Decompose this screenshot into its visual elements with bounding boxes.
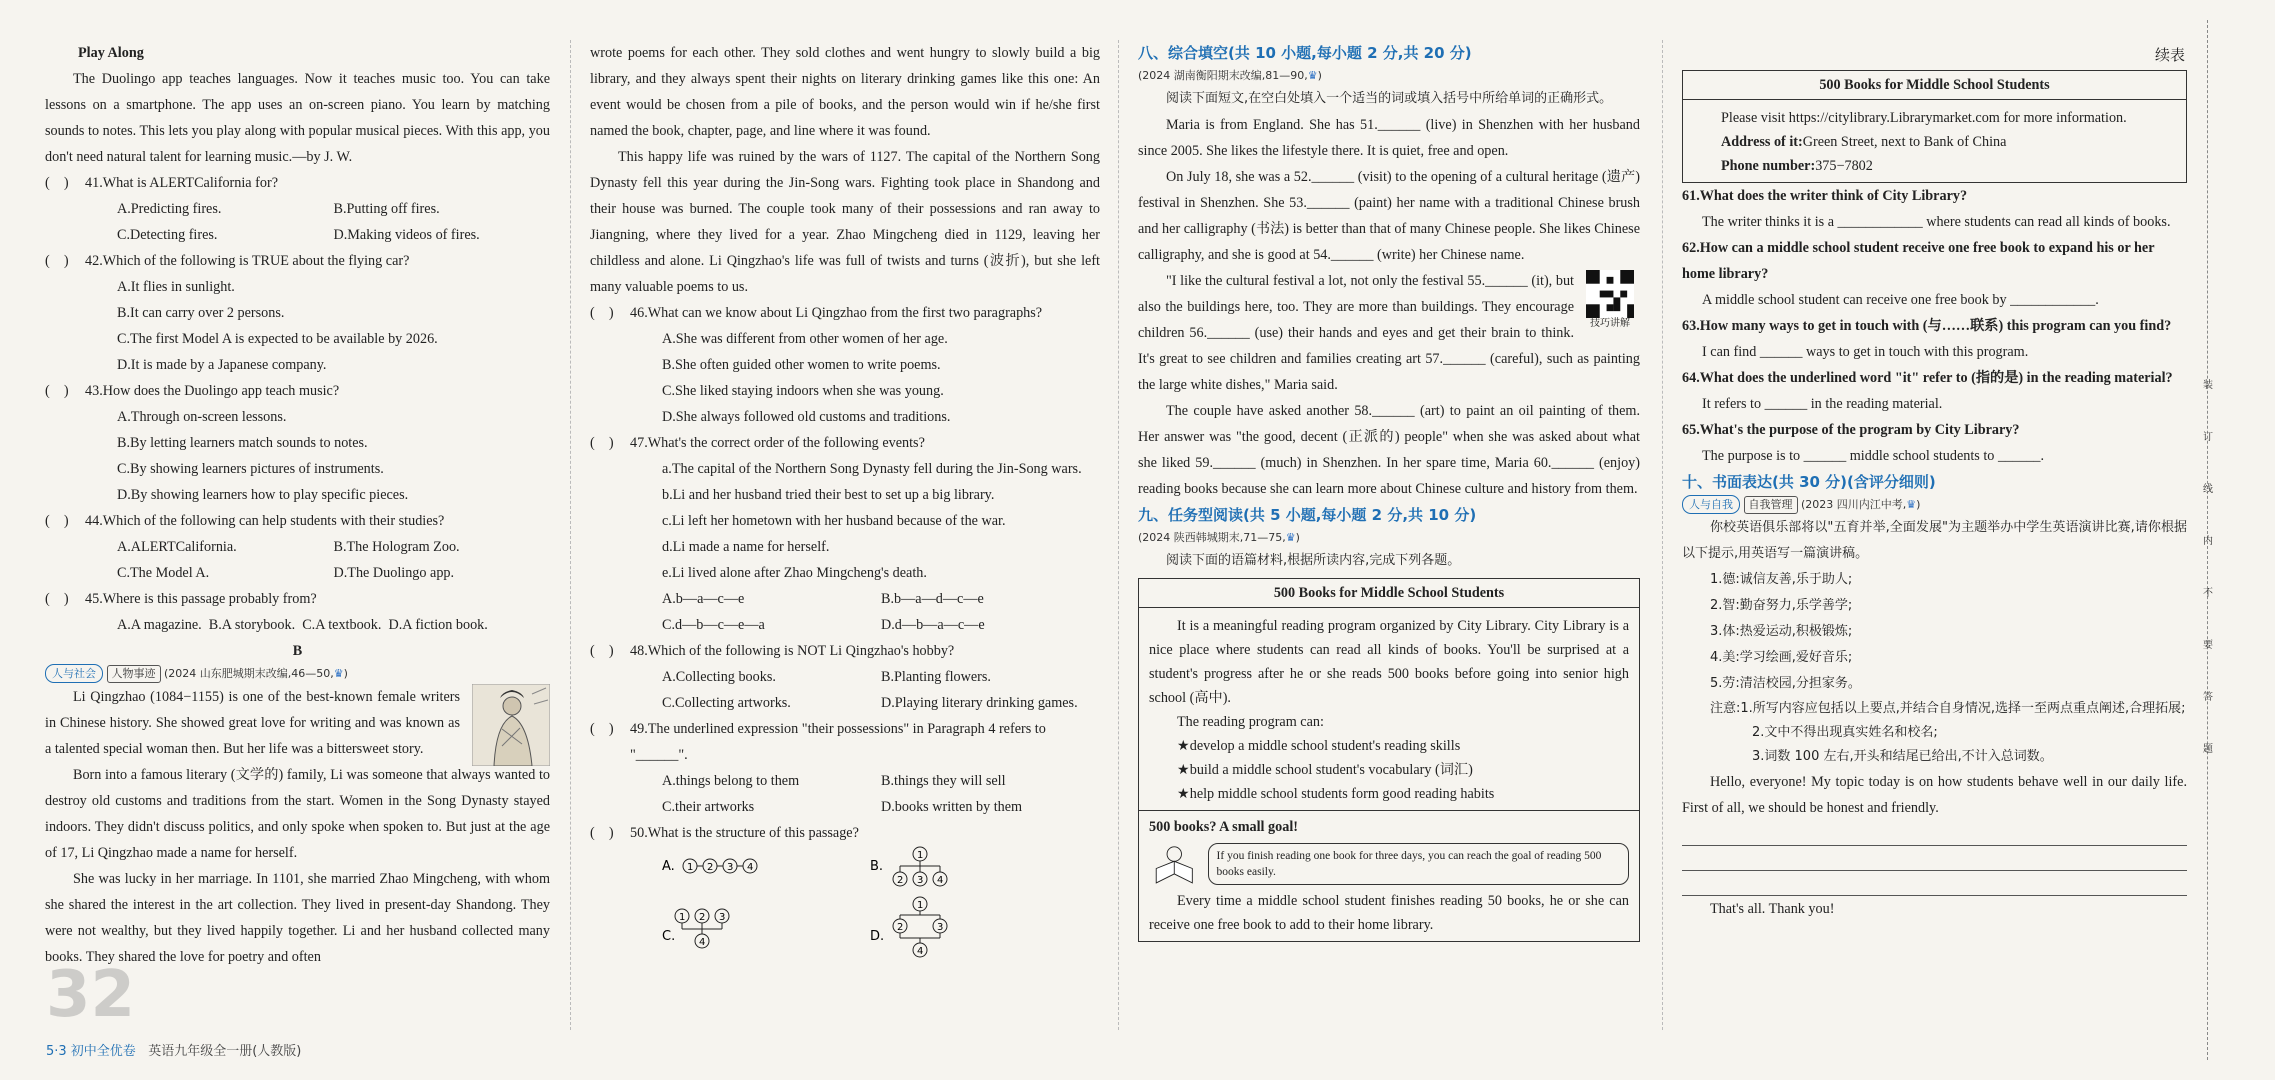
crown-icon: ♛ xyxy=(1285,531,1296,544)
option: B.It can carry over 2 persons. xyxy=(117,305,285,321)
section-10-source: 人与自我 自我管理 (2023 四川内江中考,♛) xyxy=(1682,495,2187,515)
paragraph-with-qr xyxy=(1138,268,1640,398)
option: A.It flies in sunlight. xyxy=(117,279,235,295)
section-8-source: (2024 湖南衡阳期末改编,81—90,♛) xyxy=(1138,69,1322,82)
topic-tag: 自我管理 xyxy=(1744,496,1798,514)
theme-tag: 人与自我 xyxy=(1682,495,1740,514)
page-number: 32 xyxy=(46,958,136,1032)
question-50: ( ) 50.What is the structure of this passage? xyxy=(590,825,859,841)
svg-text:4: 4 xyxy=(937,875,944,886)
paragraph: "I like the cultural festival a lot, not only the festival 55.______ (it), but also the buildings here, too. They are more than buildings. They encourage children 56.______ (use) their hands and eyes and get their brain to think. It's great to see children and families creating art 57.______ (careful), such as painting the large white dishes," Maria said. xyxy=(1138,273,1640,393)
writing-lines[interactable] xyxy=(1682,821,2187,896)
instructions: 阅读下面短文,在空白处填入一个适当的词或填入括号中所给单词的正确形式。 xyxy=(1166,91,1613,106)
option: A.She was different from other women of her age. xyxy=(662,331,948,347)
column-divider xyxy=(570,40,571,1030)
paragraph: She was lucky in her marriage. In 1101, she married Zhao Mingcheng, with whom she shared the interest in the art collection. They lived in present-day Shandong. They were not wealthy, but they lived happily together. Li and her husband collected many books. They shared the love for poetry and often xyxy=(45,871,550,965)
address-line: Address of it:Green Street, next to Bank of China xyxy=(1721,134,2007,150)
box-title: 500 Books for Middle School Students xyxy=(1139,579,1639,608)
svg-text:A.: A. xyxy=(662,859,675,874)
passage-heading: Play Along xyxy=(78,45,144,61)
binding-text: 装 订 线 内 不 要 答 题 xyxy=(2203,380,2213,755)
speech-bubble: If you finish reading one book for three days, you can reach the goal of reading 500 books easily. xyxy=(1208,843,1629,885)
answer-63: I can find ______ ways to get in touch with this program. xyxy=(1702,344,2029,360)
structure-option-d xyxy=(870,897,947,957)
crown-icon: ♛ xyxy=(333,667,344,680)
crown-icon: ♛ xyxy=(1906,498,1917,511)
paragraph: Every time a middle school student finishes reading 50 books, he or she can receive one free book to add to their home library. xyxy=(1149,893,1629,933)
svg-text:B.: B. xyxy=(870,859,884,874)
question-64: 64.What does the underlined word "it" refer to (指的是) in the reading material? xyxy=(1682,370,2173,386)
essay-opening: Hello, everyone! My topic today is on how students behave well in our daily life. First of all, we should be honest and friendly. xyxy=(1682,774,2187,816)
writing-instructions: 你校英语俱乐部将以"五育并举,全面发展"为主题举办中学生英语演讲比赛,请你根据以下提示,用英语写一篇演讲稿。 xyxy=(1682,520,2187,561)
question-49-options: A.things belong to them B.things they will sell C.their artworks D.books written by them xyxy=(662,773,1023,815)
question-41-options: A.Predicting fires. B.Putting off fires. C.Detecting fires. D.Making videos of fires. xyxy=(117,201,480,243)
column-1 xyxy=(45,40,550,970)
svg-text:1: 1 xyxy=(917,850,924,861)
qr-code-icon xyxy=(1586,270,1634,318)
column-3 xyxy=(1138,40,1640,942)
section-10-heading: 十、书面表达(共 30 分)(含评分细则) xyxy=(1682,473,1936,491)
phone-line: Phone number:375−7802 xyxy=(1721,158,1873,174)
paragraph: The couple have asked another 58.______ (art) to paint an oil painting of them. Her answer was "the good, decent (正派的) people" when she was asked about what she liked 59.______ (much) in Shenzhen. In her spare time, Maria 60.______ (enjoy) reading books because she can learn more about Chinese culture and history from them. xyxy=(1138,403,1640,497)
question-65: 65.What's the purpose of the program by City Library? xyxy=(1682,422,2020,438)
svg-text:4: 4 xyxy=(747,862,754,873)
option: A.Through on-screen lessons. xyxy=(117,409,287,425)
option: C.She liked staying indoors when she was young. xyxy=(662,383,944,399)
svg-text:C.: C. xyxy=(662,929,676,944)
answer-61: The writer thinks it is a ____________ where students can read all kinds of books. xyxy=(1702,214,2171,230)
event: d.Li made a name for herself. xyxy=(662,539,830,555)
question-47-options: A.b—a—c—e B.b—a—d—c—e C.d—b—c—e—a D.d—b—a—c—e xyxy=(662,591,985,633)
question-48: ( ) 48.Which of the following is NOT Li Qingzhao's hobby? xyxy=(590,643,955,659)
svg-text:1: 1 xyxy=(687,862,694,873)
question-47: ( ) 47.What's the correct order of the following events? xyxy=(590,435,925,451)
svg-text:2: 2 xyxy=(897,875,904,886)
question-63: 63.How many ways to get in touch with (与……联系) this program can you find? xyxy=(1682,318,2172,334)
column-divider xyxy=(1118,40,1119,1030)
event: b.Li and her husband tried their best to set up a big library. xyxy=(662,487,995,503)
box-title: 500 Books for Middle School Students xyxy=(1683,71,2186,100)
section-8-heading: 八、综合填空(共 10 小题,每小题 2 分,共 20 分) xyxy=(1138,44,1472,62)
paragraph: Please visit https://citylibrary.Librarymarket.com for more information. xyxy=(1721,110,2127,126)
column-2 xyxy=(590,40,1100,985)
option: C.The first Model A is expected to be available by 2026. xyxy=(117,331,438,347)
svg-text:1: 1 xyxy=(679,912,686,923)
writing-notes: 注意:1.所写内容应包括以上要点,并结合自身情况,选择一至两点重点阐述,合理拓展; 2.文中不得出现真实姓名和校名; 3.词数 100 左右,开头和结尾已给出,不计入总词数。 xyxy=(1710,701,2186,764)
theme-tag: 人与社会 xyxy=(45,664,103,683)
structure-option-a xyxy=(662,859,757,874)
svg-text:2: 2 xyxy=(897,922,904,933)
bullet: ★build a middle school student's vocabulary (词汇) xyxy=(1177,762,1473,778)
answer-62: A middle school student can receive one free book by ____________. xyxy=(1702,292,2099,308)
structure-option-b xyxy=(870,847,947,886)
crown-icon: ♛ xyxy=(1307,69,1318,82)
svg-text:4: 4 xyxy=(699,937,706,948)
option: B.She often guided other women to write poems. xyxy=(662,357,941,373)
footer-brand: 5·3 初中全优卷 xyxy=(46,1044,136,1059)
section-9-heading: 九、任务型阅读(共 5 小题,每小题 2 分,共 10 分) xyxy=(1138,506,1477,524)
section-9-source: (2024 陕西韩城期末,71—75,♛) xyxy=(1138,531,1300,544)
paragraph: The reading program can: xyxy=(1177,714,1324,730)
question-45: ( ) 45.Where is this passage probably from? xyxy=(45,591,317,607)
passage-paragraph: The Duolingo app teaches languages. Now it teaches music too. You can take lessons on a smartphone. The app uses an on-screen piano. You learn by matching sounds to notes. This lets you play along with popular musical pieces. With this app, you don't need natural talent for learning music.—by J. W. xyxy=(45,71,550,165)
passage-b-intro xyxy=(45,684,550,762)
question-41: ( ) 41.What is ALERTCalifornia for? xyxy=(45,175,278,191)
qr-label: 技巧讲解 xyxy=(1590,318,1630,329)
paragraph: This happy life was ruined by the wars of 1127. The capital of the Northern Song Dynasty fell this year during the Jin-Song wars. Fighting took place in Shandong and their house was burned. The couple took many of their possessions and ran away to Jiangning, where they lived for a year. Zhao Mingcheng died in 1129, leaving her childless and alone. Li Qingzhao's life was full of twists and turns (波折), but she left many valuable poems to us. xyxy=(590,149,1100,295)
reading-material-box-continued xyxy=(1682,70,2187,183)
paragraph: Born into a famous literary (文学的) family, Li was someone that always wanted to destroy old customs and traditions from the start. Women in the Song Dynasty stayed indoors. They didn't discuss politics, and only spoke when spoken to. But just at the age of 17, Li Qingzhao made a name for herself. xyxy=(45,767,551,861)
question-44: ( ) 44.Which of the following can help students with their studies? xyxy=(45,513,445,529)
question-43: ( ) 43.How does the Duolingo app teach music? xyxy=(45,383,340,399)
option: A.A magazine. B.A storybook. C.A textbook. D.A fiction book. xyxy=(117,617,488,633)
goal-heading: 500 books? A small goal! xyxy=(1149,819,1298,835)
footer xyxy=(46,1040,301,1059)
event: a.The capital of the Northern Song Dynasty fell during the Jin-Song wars. xyxy=(662,461,1082,477)
question-42: ( ) 42.Which of the following is TRUE about the flying car? xyxy=(45,253,410,269)
instructions: 阅读下面的语篇材料,根据所读内容,完成下列各题。 xyxy=(1166,553,1461,568)
continued-label: 续表 xyxy=(2154,46,2185,64)
section-b-heading: B xyxy=(292,643,303,659)
qr-block xyxy=(1580,270,1640,330)
question-62: 62.How can a middle school student receive one free book to expand his or her home library? xyxy=(1682,240,2155,282)
question-48-options: A.Collecting books. B.Planting flowers. C.Collecting artworks. D.Playing literary drinking games. xyxy=(662,669,1078,711)
passage-b-source: 人与社会 人物事迹 (2024 山东肥城期末改编,46—50,♛) xyxy=(45,664,550,684)
bullet: ★help middle school students form good reading habits xyxy=(1177,786,1495,802)
question-49: ( ) 49.The underlined expression "their possessions" in Paragraph 4 refers to "______". xyxy=(590,721,1046,763)
svg-text:2: 2 xyxy=(707,862,714,873)
li-qingzhao-portrait xyxy=(472,684,550,766)
reading-material-box xyxy=(1138,578,1640,942)
paragraph: wrote poems for each other. They sold clothes and went hungry to slowly build a big library, and they always spent their nights on literary drinking games like this one: An event would be chosen from a pile of books, and the person would win if he/she first named the book, chapter, page, and line where it was found. xyxy=(590,45,1100,139)
svg-text:1: 1 xyxy=(917,900,924,911)
svg-text:3: 3 xyxy=(719,912,726,923)
question-61: 61.What does the writer think of City Library? xyxy=(1682,188,1968,204)
essay-ending: That's all. Thank you! xyxy=(1710,901,1835,917)
option: D.By showing learners how to play specific pieces. xyxy=(117,487,409,503)
topic-tag: 人物事迹 xyxy=(107,665,161,683)
structure-option-c xyxy=(662,909,729,948)
question-44-options: A.ALERTCalifornia. B.The Hologram Zoo. C.The Model A. D.The Duolingo app. xyxy=(117,539,460,581)
answer-64: It refers to ______ in the reading material. xyxy=(1702,396,1943,412)
svg-text:3: 3 xyxy=(917,875,924,886)
paragraph: On July 18, she was a 52.______ (visit) to the opening of a cultural heritage (遗产) festival in Shenzhen. She 53.______ (paint) her name with a traditional Chinese brush and her calligraphy (书法) is better than that of many Chinese people. She likes Chinese calligraphy, and she is good at 54.______ (write) her Chinese name. xyxy=(1138,169,1640,263)
option: C.By showing learners pictures of instruments. xyxy=(117,461,384,477)
option: D.It is made by a Japanese company. xyxy=(117,357,327,373)
svg-text:3: 3 xyxy=(937,922,944,933)
paragraph: Li Qingzhao (1084−1155) is one of the best-known female writers in Chinese history. She showed great love for writing and was known as a talented special woman then. But her life was a bittersweet story. xyxy=(45,689,460,757)
option: D.She always followed old customs and traditions. xyxy=(662,409,951,425)
option: B.By letting learners match sounds to notes. xyxy=(117,435,368,451)
reading-student-icon xyxy=(1149,839,1200,889)
footer-book-title: 英语九年级全一册(人教版) xyxy=(148,1044,302,1059)
event: e.Li lived alone after Zhao Mingcheng's death. xyxy=(662,565,927,581)
svg-text:3: 3 xyxy=(727,862,734,873)
bullet: ★develop a middle school student's reading skills xyxy=(1177,738,1461,754)
svg-text:4: 4 xyxy=(917,946,924,957)
svg-text:2: 2 xyxy=(699,912,706,923)
answer-65: The purpose is to ______ middle school students to ______. xyxy=(1702,448,2045,464)
paragraph: Maria is from England. She has 51.______ (live) in Shenzhen with her husband since 2005. She likes the lifestyle there. It is quiet, free and open. xyxy=(1138,117,1640,159)
question-46: ( ) 46.What can we know about Li Qingzhao from the first two paragraphs? xyxy=(590,305,1043,321)
paragraph: It is a meaningful reading program organized by City Library. City Library is a nice place where students can read all kinds of books. You'll be surprised at a student's progress after he or she reads 500 books before going into senior high school (高中). xyxy=(1149,618,1629,706)
structure-diagrams xyxy=(662,846,1122,976)
svg-text:D.: D. xyxy=(870,929,885,944)
column-4 xyxy=(1682,70,2187,922)
writing-points: 1.德:诚信友善,乐于助人; 2.智:勤奋努力,乐学善学; 3.体:热爱运动,积极锻炼; 4.美:学习绘画,爱好音乐; 5.劳:清洁校园,分担家务。 xyxy=(1710,572,1861,691)
event: c.Li left her hometown with her husband because of the war. xyxy=(662,513,1006,529)
column-divider xyxy=(1662,40,1663,1030)
